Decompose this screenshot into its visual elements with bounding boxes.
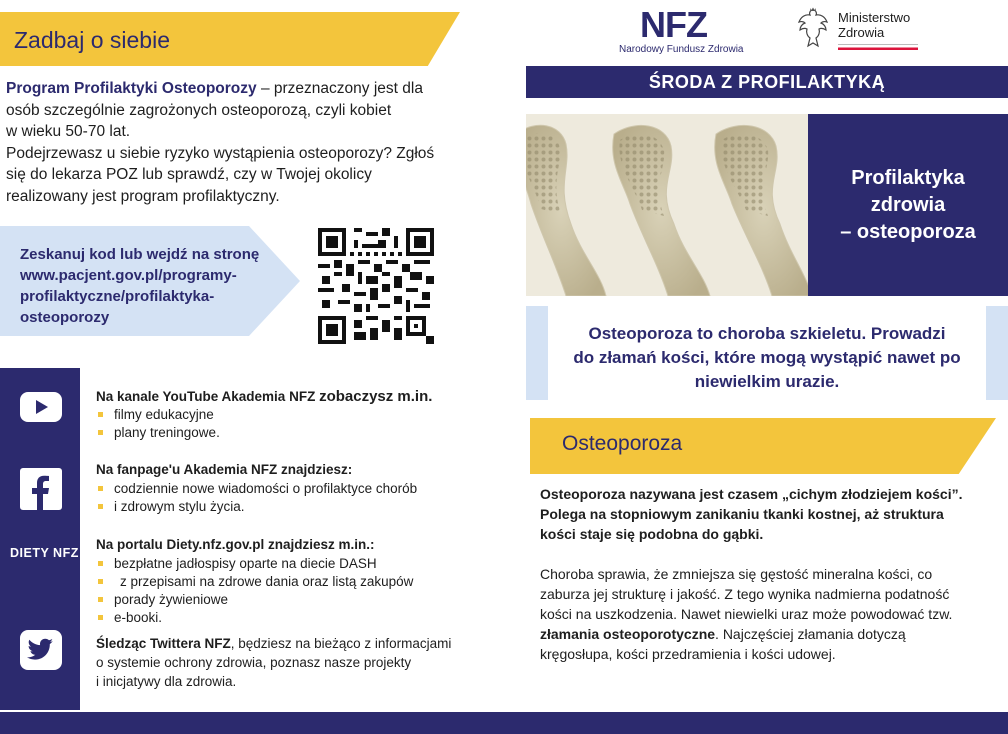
body-line3: kości na uszkodzenia. Nawet niewielki uraz może powodować tzw.	[540, 606, 953, 622]
youtube-icon[interactable]	[20, 392, 62, 422]
program-name: Program Profilaktyki Osteoporozy	[6, 80, 257, 97]
bottom-bar	[0, 712, 1008, 734]
ministry-line2: Zdrowia	[838, 25, 885, 40]
callout-line2: do złamań kości, które mogą wystąpić nawet po	[573, 348, 961, 367]
scan-line1: Zeskanuj kod lub wejdź na stronę	[20, 246, 260, 263]
sroda-title-bar	[526, 66, 1008, 98]
intro-line6: realizowany jest program profilaktyczny.	[6, 187, 280, 205]
diety-list	[96, 555, 413, 627]
facebook-list	[96, 480, 417, 516]
qr-code[interactable]	[318, 228, 434, 344]
nfz-logo: NFZ	[640, 4, 707, 45]
twitter-paragraph	[96, 634, 466, 691]
intro-line1: – przeznaczony jest dla	[256, 80, 423, 97]
sroda-title: ŚRODA Z PROFILAKTYKĄ	[648, 71, 886, 92]
twitter-line3: i inicjatywy dla zdrowia.	[96, 674, 237, 689]
eagle-emblem	[795, 6, 831, 52]
list-item: porady żywieniowe	[96, 591, 413, 609]
intro-paragraph	[6, 78, 446, 207]
bone-illustration	[526, 114, 810, 296]
list-item	[96, 498, 417, 516]
osteoporoza-body-paragraph	[540, 564, 990, 664]
prof-line2: zdrowia	[870, 193, 946, 216]
intro-line3: w wieku 50-70 lat.	[6, 123, 131, 140]
list-item: plany treningowe.	[96, 424, 220, 442]
list-item: e-booki.	[96, 609, 413, 627]
osteoporoza-bold-paragraph	[540, 484, 980, 544]
profilaktyka-box	[808, 114, 1008, 296]
intro-line4: Podejrzewasz u siebie ryzyko wystąpienia osteoporozy? Zgłoś	[6, 144, 435, 162]
polish-flag-stripe	[838, 44, 918, 50]
scan-line4: osteoporozy	[20, 309, 110, 326]
twitter-line1: , będziesz na bieżąco z informacjami	[230, 636, 452, 651]
left-header-title: Zadbaj o siebie	[14, 27, 170, 53]
twitter-bold: Śledząc Twittera NFZ	[96, 636, 231, 651]
scan-instructions[interactable]	[20, 244, 282, 328]
youtube-heading-a: Na kanale YouTube Akademia NFZ	[96, 389, 320, 404]
facebook-icon[interactable]	[20, 468, 62, 510]
prof-line3: – osteoporoza	[840, 220, 976, 243]
body-line2: zaburza jej strukturę i jakość. Z tego wynika nadmierna podatność	[540, 586, 950, 602]
twitter-icon[interactable]	[20, 630, 62, 670]
scan-line3: profilaktyczne/profilaktyka-	[20, 288, 215, 305]
body-line1: Choroba sprawia, że zmniejsza się gęstość mineralna kości, co	[540, 566, 933, 582]
nfz-subtitle: Narodowy Fundusz Zdrowia	[619, 44, 744, 55]
youtube-heading-b: zobaczysz m.in.	[319, 388, 433, 405]
bold-line2: Polega na stopniowym zanikaniu tkanki kostnej, aż struktura	[540, 506, 944, 522]
callout-text	[552, 322, 982, 394]
diety-heading: Na portalu Diety.nfz.gov.pl znajdziesz m.in.:	[96, 537, 375, 552]
body-line4-rest: . Najczęściej złamania dotyczą	[715, 626, 906, 642]
twitter-line2: o systemie ochrony zdrowia, poznasz nasze projekty	[96, 655, 412, 670]
callout-line3: niewielkim urazie.	[694, 372, 840, 391]
body-line4-bold: złamania osteoporotyczne	[540, 626, 716, 642]
ministry-line1: Ministerstwo	[838, 10, 911, 25]
prof-line1: Profilaktyka	[851, 166, 965, 189]
list-item: codziennie nowe wiadomości o profilaktyce chorób	[96, 480, 417, 498]
list-item-continuation: z przepisami na zdrowe dania oraz listą zakupów	[96, 573, 413, 591]
list-item: bezpłatne jadłospisy oparte na diecie DASH	[96, 555, 413, 573]
intro-line2: osób szczególnie zagrożonych osteoporozą, czyli kobiet	[6, 101, 392, 119]
youtube-heading	[96, 388, 432, 405]
youtube-list	[96, 406, 220, 442]
list-item: filmy edukacyjne	[96, 406, 220, 424]
facebook-heading: Na fanpage'u Akademia NFZ znajdziesz:	[96, 462, 353, 477]
diety-nfz-logo[interactable]: DIETY NFZ	[10, 546, 79, 560]
ministry-name	[838, 10, 910, 40]
list-item-continuation: i zdrowym stylu życia.	[114, 499, 245, 514]
callout-line1: Osteoporoza to choroba szkieletu. Prowadzi	[588, 324, 946, 343]
body-line5: kręgosłupa, kości przedramienia i kości udowej.	[540, 646, 836, 662]
intro-line5: się do lekarza POZ lub sprawdź, czy w Twojej okolicy	[6, 166, 372, 183]
bold-line1: Osteoporoza nazywana jest czasem „cichym złodziejem kości”.	[540, 486, 963, 502]
bold-line3: kości staje się podobna do gąbki.	[540, 526, 764, 542]
osteoporoza-title: Osteoporoza	[562, 432, 683, 455]
scan-line2: www.pacjent.gov.pl/programy-	[20, 267, 237, 284]
